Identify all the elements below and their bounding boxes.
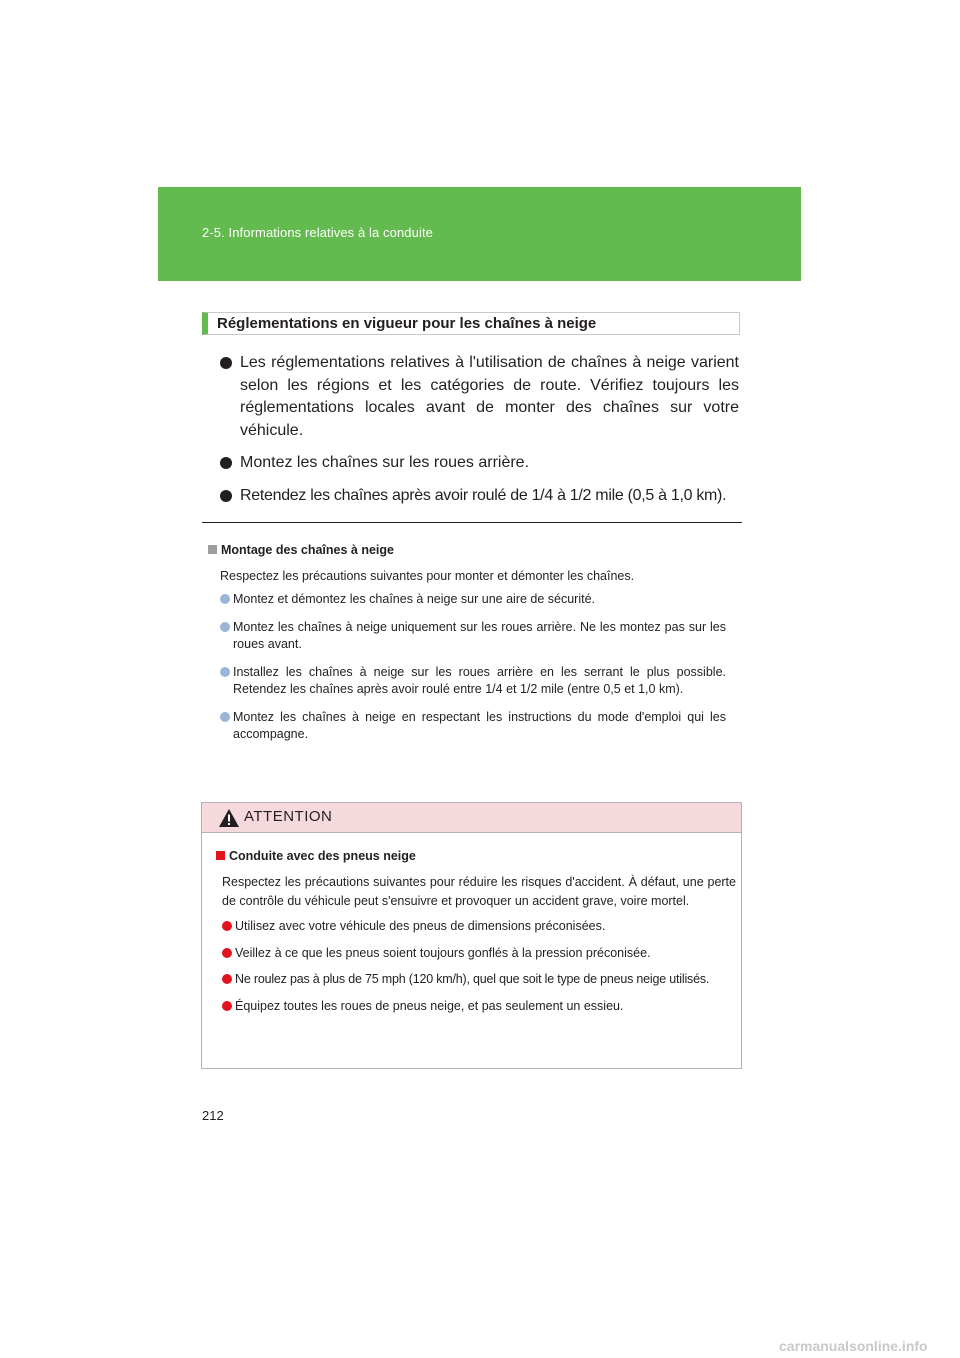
bullet-icon [220,712,230,722]
watermark: carmanualsonline.info [779,1338,928,1354]
list-item: Montez les chaînes sur les roues arrière. [219,452,739,475]
list-item: Équipez toutes les roues de pneus neige, et pas seulement un essieu. [222,998,736,1016]
bullet-icon [220,490,232,502]
list-item: Les réglementations relatives à l'utilisation de chaînes à neige varient selon les régions et les catégories de route. Vérifiez toujours les réglementations locales avant de monter des chaînes sur votre véhicule. [219,352,739,442]
list-item: Retendez les chaînes après avoir roulé de 1/4 à 1/2 mile (0,5 à 1,0 km). [219,485,739,508]
bullet-icon [222,974,232,984]
list-item: Montez et démontez les chaînes à neige sur une aire de sécurité. [220,591,726,609]
regulations-list [219,352,739,517]
square-bullet-icon [216,851,225,860]
warning-label: ATTENTION [244,808,333,825]
list-item: Montez les chaînes à neige en respectant les instructions du mode d'emploi qui les accompagne. [220,709,726,744]
bullet-icon [220,622,230,632]
bullet-icon [220,667,230,677]
mounting-intro: Respectez les précautions suivantes pour monter et démonter les chaînes. [220,569,635,583]
warning-list [222,918,736,1015]
list-item: Installez les chaînes à neige sur les roues arrière en les serrant le plus possible. Retendez les chaînes après avoir roulé entre 1/4 et 1/2 mile (entre 0,5 et 1,0 km). [220,664,726,699]
warning-triangle-icon [218,808,240,828]
regulations-title: Réglementations en vigueur pour les chaînes à neige [217,315,597,332]
mounting-list [220,591,726,744]
section-header-band [158,187,801,281]
bullet-icon [220,457,232,469]
regulations-title-box [202,312,740,335]
section-divider [202,522,742,523]
warning-intro: Respectez les précautions suivantes pour réduire les risques d'accident. À défaut, une perte de contrôle du véhicule peut s'ensuivre et provoquer un accident grave, voire mortel. [222,875,736,908]
warning-body [216,847,738,1024]
bullet-icon [222,1001,232,1011]
list-item: Veillez à ce que les pneus soient toujours gonflés à la pression préconisée. [222,945,736,963]
page-number: 212 [202,1108,224,1123]
bullet-icon [220,357,232,369]
warning-header [202,803,741,833]
list-item: Utilisez avec votre véhicule des pneus de dimensions préconisées. [222,918,736,936]
bullet-icon [222,948,232,958]
bullet-icon [220,594,230,604]
warning-title: Conduite avec des pneus neige [216,847,738,865]
list-item: Montez les chaînes à neige uniquement sur les roues arrière. Ne les montez pas sur les roues avant. [220,619,726,654]
section-breadcrumb: 2-5. Informations relatives à la conduite [202,225,433,240]
square-bullet-icon [208,545,217,554]
mounting-title: Montage des chaînes à neige [208,541,738,559]
bullet-icon [222,921,232,931]
warning-box [201,802,742,1069]
mounting-info [208,541,738,754]
list-item: Ne roulez pas à plus de 75 mph (120 km/h), quel que soit le type de pneus neige utilisés. [222,971,736,989]
